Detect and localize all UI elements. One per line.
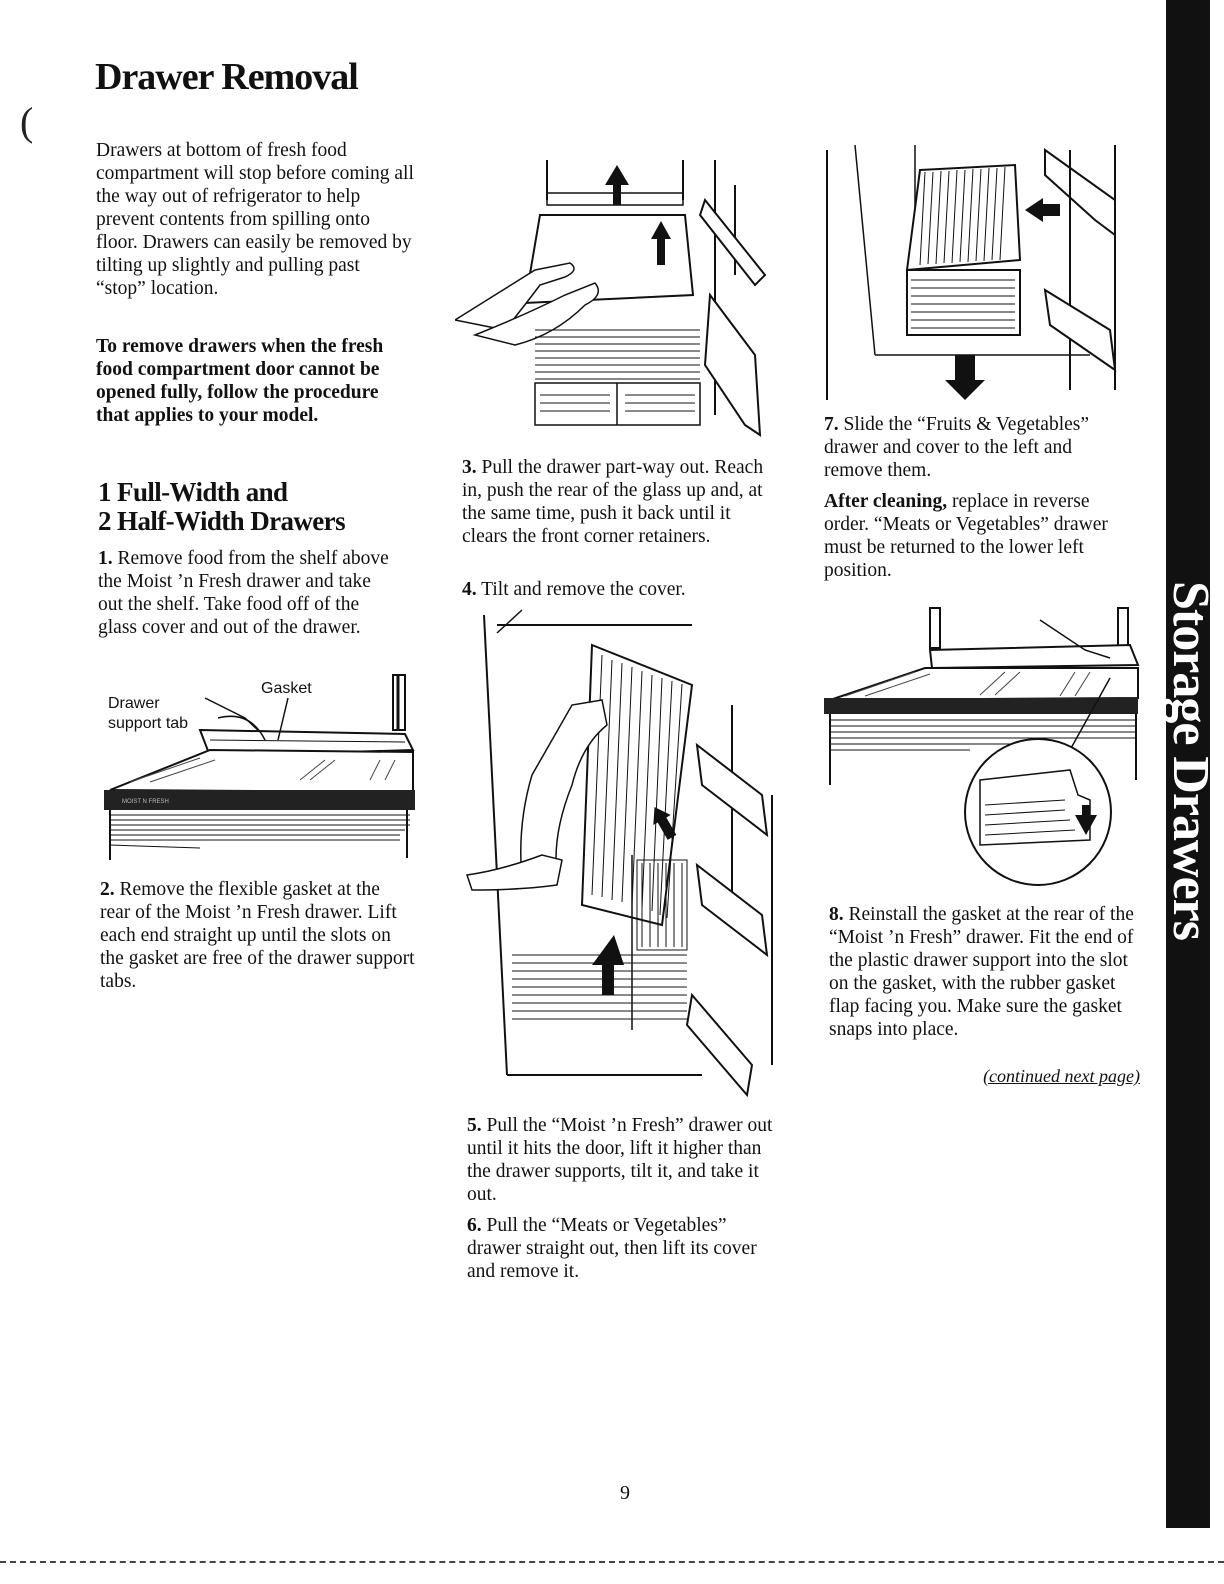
after-cleaning — [824, 490, 1134, 582]
drawer-label: Drawer — [108, 695, 160, 712]
pull-drawer-drawing — [455, 155, 775, 445]
step-2-number: 2. — [100, 879, 115, 900]
binder-mark-icon: ( — [20, 99, 34, 144]
side-tab-label: Storage Drawers — [1161, 580, 1219, 940]
step-4 — [462, 578, 772, 601]
bottom-scan-edge — [0, 1561, 1224, 1563]
step-7-number: 7. — [824, 414, 839, 435]
intro-text: Drawers at bottom of fresh food compartment will stop before coming all the way out of refrigerator to help prevent contents from spilling onto floor. Drawers can easily be removed by tilting up slightly and pulling past “stop” location. — [96, 140, 414, 299]
step-1-text: Remove food from the shelf above the Moist ’n Fresh drawer and take out the shelf. Take food off of the glass cover and out of the drawer. — [98, 548, 389, 638]
reinstall-gasket-drawing — [820, 600, 1140, 900]
step-7-text: Slide the “Fruits & Vegetables” drawer and cover to the left and remove them. — [824, 414, 1090, 481]
step-6-number: 6. — [467, 1215, 482, 1236]
pull-drawer-figure — [455, 155, 775, 445]
slide-drawer-drawing — [815, 140, 1135, 410]
continued-note: (continued next page) — [983, 1066, 1140, 1086]
step-5-text: Pull the “Moist ’n Fresh” drawer out until it hits the door, lift it higher than the drawer supports, tilt it, and take it out. — [467, 1115, 773, 1205]
step-2 — [100, 878, 415, 993]
tilt-cover-drawing — [462, 605, 782, 1105]
intro-bold-note: To remove drawers when the fresh food compartment door cannot be opened fully, follow the procedure that applies to your model. — [96, 336, 384, 426]
step-8-text: Reinstall the gasket at the rear of the “Moist ’n Fresh” drawer. Fit the end of the plastic drawer support into the slot on the gasket, with the rubber gasket flap facing you. Make sure the gasket snaps into place. — [829, 904, 1134, 1040]
page-number: 9 — [620, 1482, 630, 1504]
step-5 — [467, 1114, 782, 1206]
step-3 — [462, 456, 772, 548]
section-heading-line2: 2 Half-Width Drawers — [98, 506, 345, 536]
section-heading-line1: 1 Full-Width and — [98, 477, 288, 507]
support-tab-label: support tab — [108, 715, 189, 732]
side-tab-label-wrap — [1140, 580, 1224, 940]
after-cleaning-lead: After cleaning, — [824, 491, 948, 512]
step-3-number: 3. — [462, 457, 477, 478]
step-1-number: 1. — [98, 548, 113, 569]
gasket-label: Gasket — [261, 680, 312, 697]
step-6-text: Pull the “Meats or Vegetables” drawer straight out, then lift its cover and remove it. — [467, 1215, 757, 1282]
slide-drawer-figure — [815, 140, 1135, 410]
step-4-number: 4. — [462, 579, 477, 600]
step-3-text: Pull the drawer part-way out. Reach in, push the rear of the glass up and, at the same time, push it back until it clears the front corner retainers. — [462, 457, 764, 547]
svg-text:MOIST N FRESH: MOIST N FRESH — [122, 799, 169, 805]
reinstall-gasket-figure — [820, 600, 1140, 900]
section-heading — [98, 478, 418, 536]
tilt-cover-figure — [462, 605, 782, 1105]
step-8-number: 8. — [829, 904, 844, 925]
step-4-text: Tilt and remove the cover. — [481, 579, 686, 600]
step-2-text: Remove the flexible gasket at the rear of the Moist ’n Fresh drawer. Lift each end straight up until the slots on the gasket are free of the drawer support tabs. — [100, 879, 415, 992]
step-6 — [467, 1214, 777, 1283]
after-cleaning-text: replace in reverse order. “Meats or Vegetables” drawer must be returned to the lower left position. — [824, 491, 1108, 581]
step-5-number: 5. — [467, 1115, 482, 1136]
page-title: Drawer Removal — [95, 56, 358, 98]
step-8 — [829, 903, 1144, 1041]
step-1 — [98, 547, 398, 639]
step-7 — [824, 413, 1134, 482]
